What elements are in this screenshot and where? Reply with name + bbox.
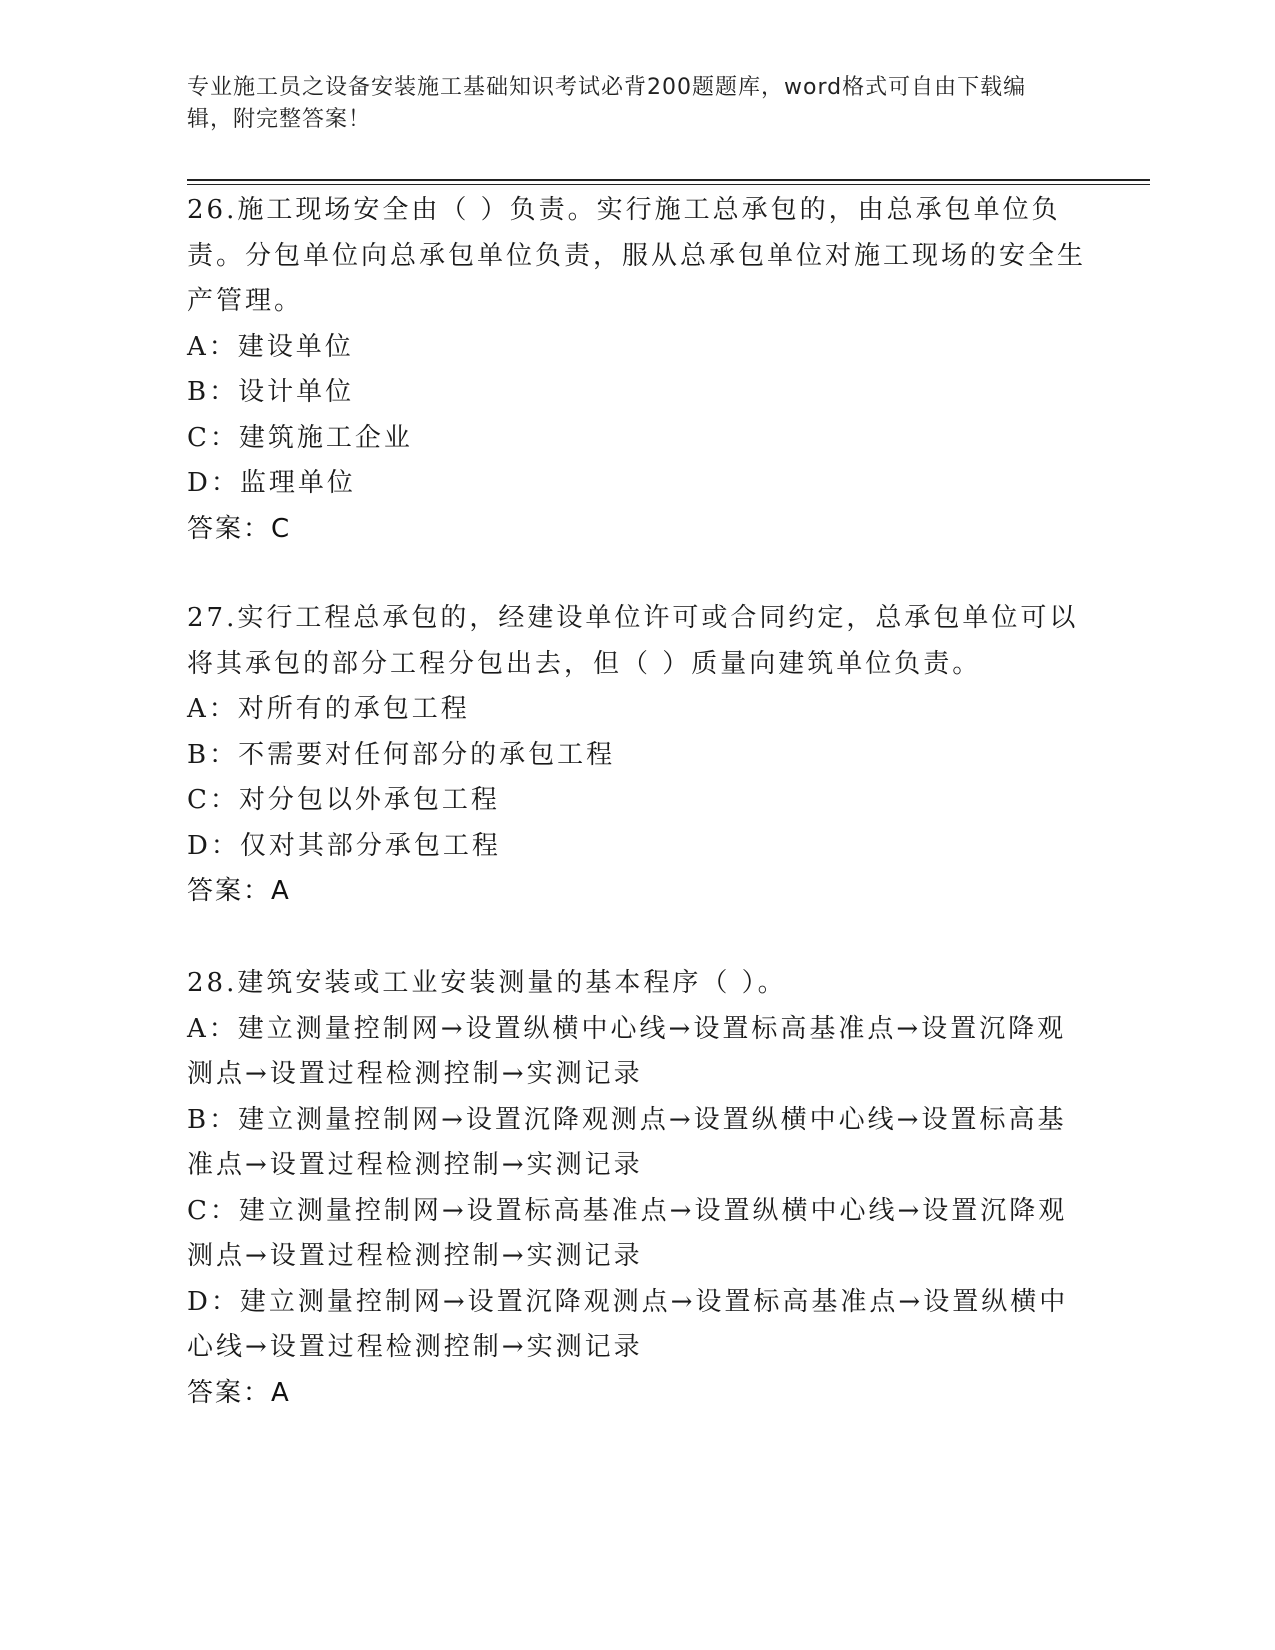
question-28 bbox=[187, 961, 1087, 1416]
question-stem: 28.建筑安装或工业安装测量的基本程序（ ）。 bbox=[187, 968, 787, 998]
question-26 bbox=[187, 188, 1087, 552]
document-header: 专业施工员之设备安装施工基础知识考试必背200题题库，word格式可自由下载编辑，附完整答案！ bbox=[187, 75, 1027, 132]
question-27 bbox=[187, 596, 1087, 915]
option-d: D：仅对其部分承包工程 bbox=[187, 830, 501, 861]
answer: 答案：A bbox=[187, 876, 291, 906]
header-divider-thin bbox=[187, 184, 1150, 185]
option-a: A：建设单位 bbox=[187, 331, 354, 362]
option-b: B：不需要对任何部分的承包工程 bbox=[187, 739, 616, 770]
answer: 答案：C bbox=[187, 513, 292, 544]
option-c: C：建立测量控制网→设置标高基准点→设置纵横中心线→设置沉降观测点→设置过程检测控制→实测记录 bbox=[187, 1195, 1068, 1271]
header-divider-thick bbox=[187, 179, 1150, 181]
option-d: D：建立测量控制网→设置沉降观测点→设置标高基准点→设置纵横中心线→设置过程检测控制→实测记录 bbox=[187, 1286, 1069, 1362]
answer: 答案：A bbox=[187, 1377, 291, 1408]
question-stem: 26.施工现场安全由（ ）负责。实行施工总承包的，由总承包单位负责。分包单位向总承包单位负责，服从总承包单位对施工现场的安全生产管理。 bbox=[187, 195, 1087, 316]
question-stem: 27.实行工程总承包的，经建设单位许可或合同约定，总承包单位可以将其承包的部分工程分包出去，但（ ）质量向建筑单位负责。 bbox=[187, 603, 1079, 679]
option-c: C：建筑施工企业 bbox=[187, 422, 413, 453]
option-c: C：对分包以外承包工程 bbox=[187, 785, 500, 815]
option-b: B：建立测量控制网→设置沉降观测点→设置纵横中心线→设置标高基准点→设置过程检测控制→实测记录 bbox=[187, 1104, 1067, 1180]
option-a: A：对所有的承包工程 bbox=[187, 694, 470, 724]
option-b: B：设计单位 bbox=[187, 377, 355, 407]
option-a: A：建立测量控制网→设置纵横中心线→设置标高基准点→设置沉降观测点→设置过程检测控制→实测记录 bbox=[187, 1013, 1067, 1089]
option-d: D：监理单位 bbox=[187, 468, 356, 498]
